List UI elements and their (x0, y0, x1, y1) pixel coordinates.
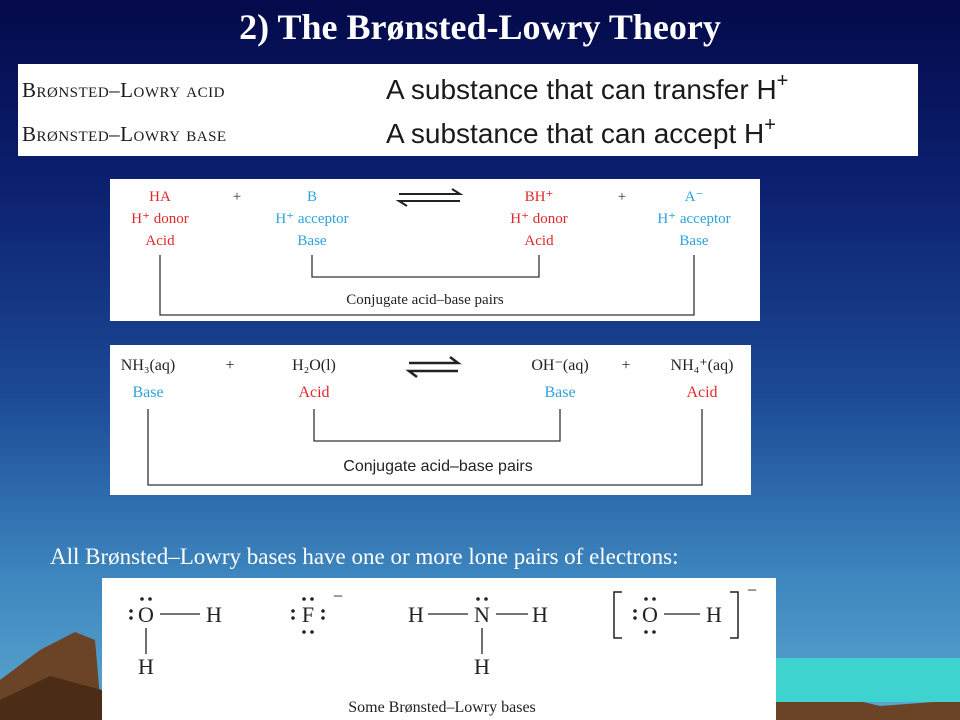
species-nh4-formula: NH₄⁺(aq) (670, 357, 734, 374)
base-term: Brønsted–Lowry base (22, 122, 227, 146)
species-bh-role: H⁺ donor (510, 211, 568, 227)
ammonia-equation-panel (110, 345, 751, 495)
base-definition-row (18, 112, 918, 156)
left-mountain (0, 632, 102, 720)
atom-h: H (474, 654, 490, 679)
atom-o: O (642, 602, 658, 627)
species-ha-type: Acid (145, 233, 175, 249)
fluoride-structure (291, 586, 343, 634)
equilibrium-arrows-icon (399, 189, 460, 206)
species-a-type: Base (679, 233, 709, 249)
species-b-formula: B (306, 189, 318, 205)
species-a-formula: A⁻ (684, 189, 704, 205)
lewis-structures-diagram (102, 578, 776, 720)
acid-definition-row (18, 68, 918, 112)
species-oh-type: Base (544, 384, 576, 401)
species-ha-formula: HA (149, 189, 171, 205)
plus-sign-2: + (617, 189, 627, 205)
atom-f: F (301, 602, 315, 627)
lewis-structures-panel (102, 578, 776, 720)
species-nh3-formula: NH₃(aq) (120, 357, 176, 374)
atom-o: O (138, 602, 154, 627)
species-nh3-type: Base (132, 384, 164, 401)
atom-h: H (408, 602, 424, 627)
acid-term: Brønsted–Lowry acid (22, 78, 225, 102)
plus-sign-3: + (225, 357, 235, 374)
conjugate-pairs-label: Conjugate acid–base pairs (343, 458, 533, 475)
left-mountain-shade (0, 676, 102, 720)
atom-n: N (474, 602, 490, 627)
species-ha-role: H⁺ donor (131, 211, 189, 227)
lone-pairs-statement: All Brønsted–Lowry bases have one or more lone pairs of electrons: (50, 544, 679, 569)
plus-sign-1: + (232, 189, 242, 205)
ammonia-structure (408, 597, 548, 679)
right-hill (776, 694, 960, 720)
atom-h: H (138, 654, 154, 679)
general-equation-panel (110, 179, 760, 321)
lewis-caption: Some Brønsted–Lowry bases (348, 699, 536, 716)
right-sea (776, 658, 960, 702)
species-h2o-formula: H₂O(l) (292, 357, 336, 374)
atom-h: H (206, 602, 222, 627)
conjugate-pairs-label: Conjugate acid–base pairs (346, 292, 504, 308)
definitions-panel (18, 64, 918, 156)
plus-sign-4: + (621, 357, 631, 374)
equilibrium-arrows-icon (409, 357, 458, 377)
species-nh4-type: Acid (686, 384, 718, 401)
atom-h: H (532, 602, 548, 627)
water-structure (129, 597, 222, 679)
acid-definition: A substance that can transfer H+ (386, 70, 789, 105)
atom-h: H (706, 602, 722, 627)
ammonia-equation-diagram (110, 345, 751, 495)
species-h2o-type: Acid (298, 384, 330, 401)
species-b-type: Base (297, 233, 327, 249)
base-definition: A substance that can accept H+ (386, 114, 776, 149)
species-b-role: H⁺ acceptor (275, 211, 349, 227)
hydroxide-structure (614, 580, 757, 638)
charge-sign: − (746, 580, 758, 600)
species-bh-type: Acid (524, 233, 554, 249)
species-bh-formula: BH⁺ (524, 189, 554, 205)
charge-sign: − (332, 586, 344, 606)
species-oh-formula: OH⁻(aq) (531, 357, 589, 374)
general-equation-diagram (110, 179, 760, 321)
page-title: 2) The Brønsted-Lowry Theory (239, 7, 721, 47)
species-a-role: H⁺ acceptor (657, 211, 731, 227)
